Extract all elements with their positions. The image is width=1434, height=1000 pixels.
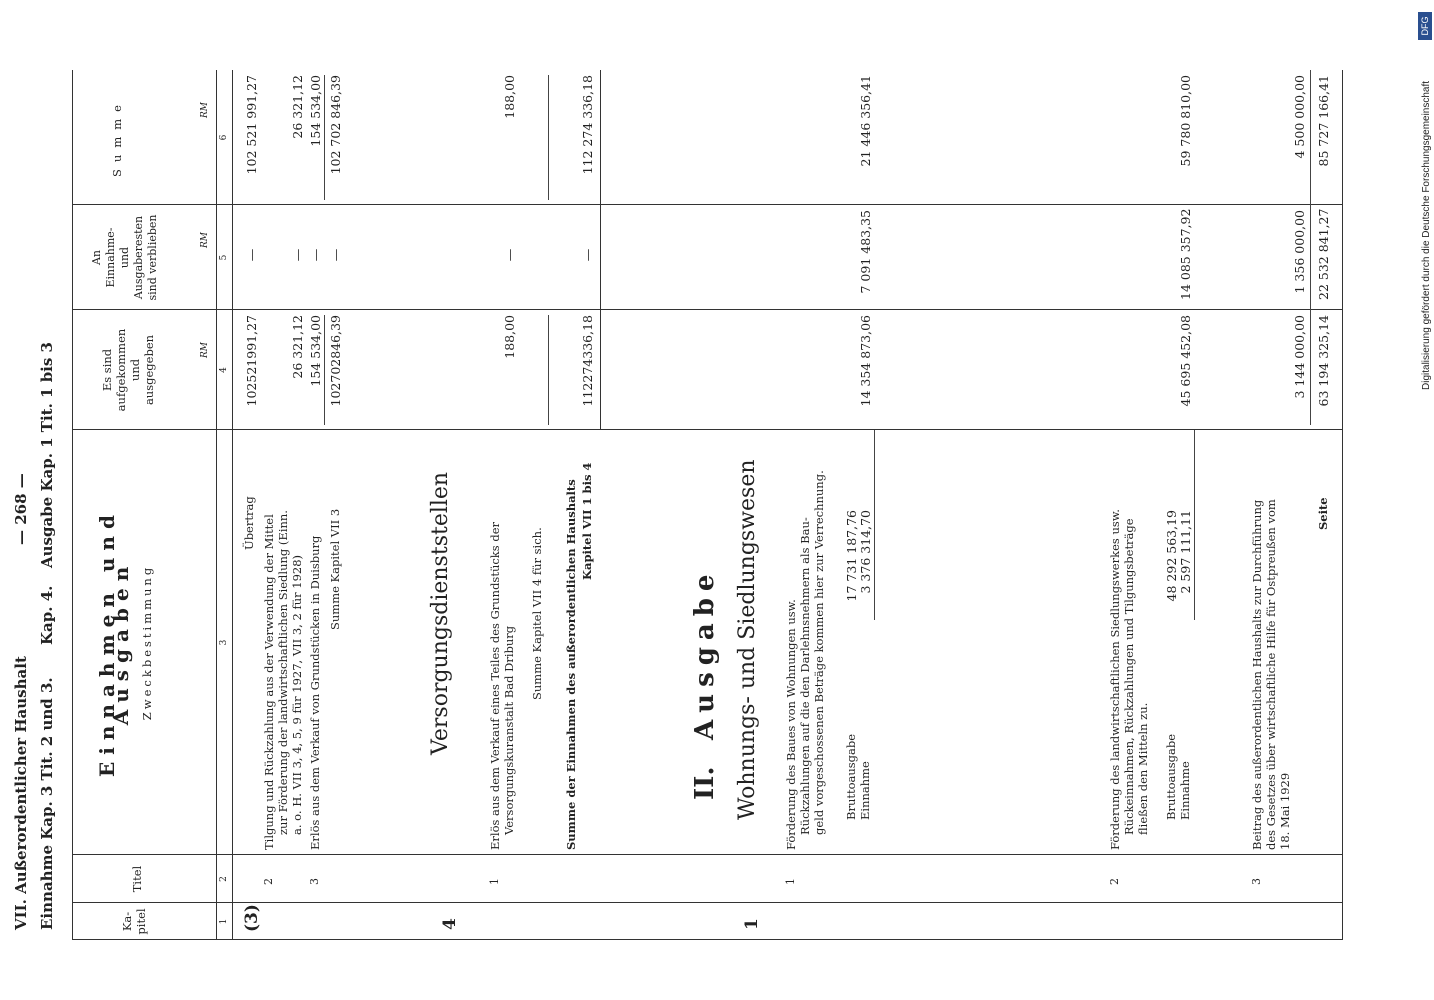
row-a1-text-2: Rückzahlungen auf die den Darlehnsnehmern als Bau- [798, 517, 812, 835]
row-t3-text: Erlös aus dem Verkauf von Grundstücken in Duisburg [308, 535, 322, 850]
col-rule-2 [72, 902, 1342, 903]
row-a3-text-2: des Gesetzes über wirtschaftliche Hilfe für Ostpreußen vom [1264, 499, 1278, 850]
col4-unit: RM [200, 342, 210, 358]
colnum-1: 1 [219, 918, 229, 925]
col-rule-4 [72, 429, 1342, 430]
table-bottom-rule [1342, 70, 1343, 940]
colnum-rule [216, 70, 217, 940]
sum-ein-rule-6 [548, 75, 549, 200]
header-ausgabe: Ausgabe Kap. 1 Tit. 1 bis 3 [38, 342, 56, 568]
row-t3-col6: 154 534,00 [308, 75, 323, 147]
row-k4t1-col5: — [502, 248, 517, 262]
row-a3-col5: 1 356 000,00 [1292, 210, 1307, 294]
row-k4t1-text-1: Erlös aus dem Verkauf eines Teiles des Grundstücks der [488, 522, 502, 850]
row-t3-titel: 3 [308, 878, 321, 885]
row-a2-col4: 45 695 452,08 [1178, 315, 1193, 407]
row-a1-brutto-label: Bruttoausgabe [844, 733, 858, 820]
col-titel-header: Titel [130, 865, 144, 893]
row-t2-text-1: Tilgung und Rückzahlung aus der Verwendung der Mittel [262, 514, 276, 850]
col6-unit: RM [200, 102, 210, 118]
row-t2-text-3: a. o. H. VII 3, 4, 5, 9 für 1927, VII 3, 2 für 1928) [290, 554, 304, 835]
dfg-logo: DFG [1418, 12, 1432, 40]
summe-kap4-label: Summe Kapitel VII 4 für sich. [530, 527, 544, 700]
row-a2-text-2: Rückeinnahmen, Rückzahlungen und Tilgungsbeträge [1122, 518, 1136, 835]
row-t2-text-2: zur Förderung der landwirtschaftlichen Siedlung (Einn. [276, 510, 290, 835]
col5-unit: RM [200, 232, 210, 248]
summe-kap3-col6: 102 702 846,39 [328, 75, 343, 175]
row-k4t1-text-2: Versorgungskuranstalt Bad Driburg [502, 625, 516, 835]
seite-col6: 85 727 166,41 [1316, 75, 1331, 167]
header-kap4: Kap. 4. [38, 585, 56, 645]
row-a1-text-3: geld vorgeschossenen Beträge kommen hier zur Verrechnung. [812, 470, 826, 835]
row-a2-text-3: fließen den Mitteln zu. [1136, 702, 1150, 835]
versorgung-title: Versorgungsdienststellen [428, 471, 453, 755]
row-a2-brutto: 48 292 563,19 [1164, 510, 1179, 602]
summe-einnahmen-col5: — [580, 248, 595, 262]
row-a2-rule [1194, 430, 1195, 620]
row-a3-col6: 4 500 000,00 [1292, 75, 1307, 159]
row-a2-col5: 14 085 357,92 [1178, 208, 1193, 300]
header-bottom-rule [232, 70, 233, 940]
seite-rule [1310, 70, 1311, 425]
margin-note: Digitalisierung gefördert durch die Deutsche Forschungsgemeinschaft [1421, 80, 1432, 390]
summe-einnahmen-label-2: Kapitel VII 1 bis 4 [580, 462, 594, 580]
uebertrag-label: Übertrag [242, 496, 256, 550]
colnum-6: 6 [219, 134, 229, 141]
row-k4t1-titel: 1 [488, 878, 501, 885]
header-title: VII. Außerordentlicher Haushalt [12, 656, 30, 930]
row-k4t1-col6: 188,00 [502, 75, 517, 119]
col-rule-6 [72, 204, 1342, 205]
row-a1-einnahme-label: Einnahme [858, 761, 872, 820]
wohnung-title: Wohnungs- und Siedlungswesen [735, 459, 760, 820]
row-a1-col6: 21 446 356,41 [858, 75, 873, 167]
summe-kap3-label: Summe Kapitel VII 3 [328, 508, 342, 630]
summe-einnahmen-label-1: Summe der Einnahmen des außerordentlichen Haushalts [564, 479, 578, 850]
col-main-title: Einnahmen und Ausgaben [95, 508, 133, 777]
colnum-5: 5 [219, 254, 229, 261]
kapitel-3: (3) [242, 904, 262, 932]
row-t2-col6: 26 321,12 [290, 75, 305, 139]
col5-header: An Einnahme- und Ausgaberesten sind verblieben [90, 214, 159, 301]
kapitel-1: 1 [742, 918, 762, 930]
sum-ein-rule-4 [548, 315, 549, 425]
col-rule-5 [72, 309, 1342, 310]
col-main-subtitle: Zweckbestimmung [140, 564, 154, 721]
row-a3-col4: 3 144 000,00 [1292, 315, 1307, 399]
seite-col4: 63 194 325,14 [1316, 315, 1331, 407]
row-a3-text-1: Beitrag des außerordentlichen Haushalts zur Durchführung [1250, 499, 1264, 850]
row-a2-titel: 2 [1108, 878, 1121, 885]
row-a1-titel: 1 [784, 878, 797, 885]
row-t3-col4: 154 534,00 [308, 315, 323, 387]
col-kapitel-header: Ka- pitel [120, 908, 148, 935]
uebertrag-col6: 102 521 991,27 [244, 75, 259, 175]
ausgabe-title: Ausgabe [690, 567, 720, 740]
header-einnahme: Einnahme Kap. 3 Tit. 2 und 3. [38, 677, 56, 930]
row-a1-einnahme: 3 376 314,70 [858, 510, 873, 594]
uebertrag-col5: — [244, 248, 259, 262]
colnum-2: 2 [219, 876, 229, 882]
kapitel-4: 4 [440, 918, 460, 930]
summe-einnahmen-col4: 112274336,18 [580, 315, 595, 407]
sum-kap3-rule-6 [324, 75, 325, 200]
row-a1-text-1: Förderung des Baues von Wohnungen usw. [784, 599, 798, 850]
colnum-3: 3 [219, 639, 229, 646]
summe-einnahmen-col6: 112 274 336,18 [580, 75, 595, 175]
uebertrag-col4: 102521991,27 [244, 315, 259, 407]
row-a2-einnahme: 2 597 111,11 [1178, 510, 1193, 594]
row-a3-text-3: 18. Mai 1929 [1278, 772, 1292, 850]
row-a1-col4: 14 354 873,06 [858, 315, 873, 407]
col4-header: Es sind aufgekommen und ausgegeben [100, 328, 156, 412]
row-a2-brutto-label: Bruttoausgabe [1164, 733, 1178, 820]
row-a3-titel: 3 [1250, 878, 1263, 885]
row-a2-text-1: Förderung des landwirtschaftlichen Siedlungswerkes usw. [1108, 509, 1122, 850]
ausgabe-roman: II. [690, 766, 720, 800]
col-rule-1 [72, 939, 1342, 940]
row-a2-einnahme-label: Einnahme [1178, 761, 1192, 820]
page-number: — 268 — [12, 473, 30, 545]
seite-label: Seite [1316, 497, 1330, 530]
row-a1-brutto: 17 731 187,76 [844, 510, 859, 602]
row-a1-col5: 7 091 483,35 [858, 210, 873, 294]
row-k4t1-col4: 188,00 [502, 315, 517, 359]
row-t2-titel: 2 [262, 878, 275, 885]
col6-header: Summe [110, 98, 124, 177]
seite-col5: 22 532 841,27 [1316, 208, 1331, 300]
row-t2-col4: 26 321,12 [290, 315, 305, 379]
row-a1-rule [874, 430, 875, 620]
table-top-rule [72, 70, 73, 940]
colnum-4: 4 [219, 367, 229, 373]
summe-kap3-col5: — [328, 248, 343, 262]
sum-kap3-rule-4 [324, 315, 325, 425]
summe-kap3-col4: 102702846,39 [328, 315, 343, 407]
ausgabe-divider [600, 70, 601, 430]
row-a2-col6: 59 780 810,00 [1178, 75, 1193, 167]
row-t3-col5: — [308, 248, 323, 262]
col-rule-3 [72, 854, 1342, 855]
row-t2-col5: — [290, 248, 305, 262]
